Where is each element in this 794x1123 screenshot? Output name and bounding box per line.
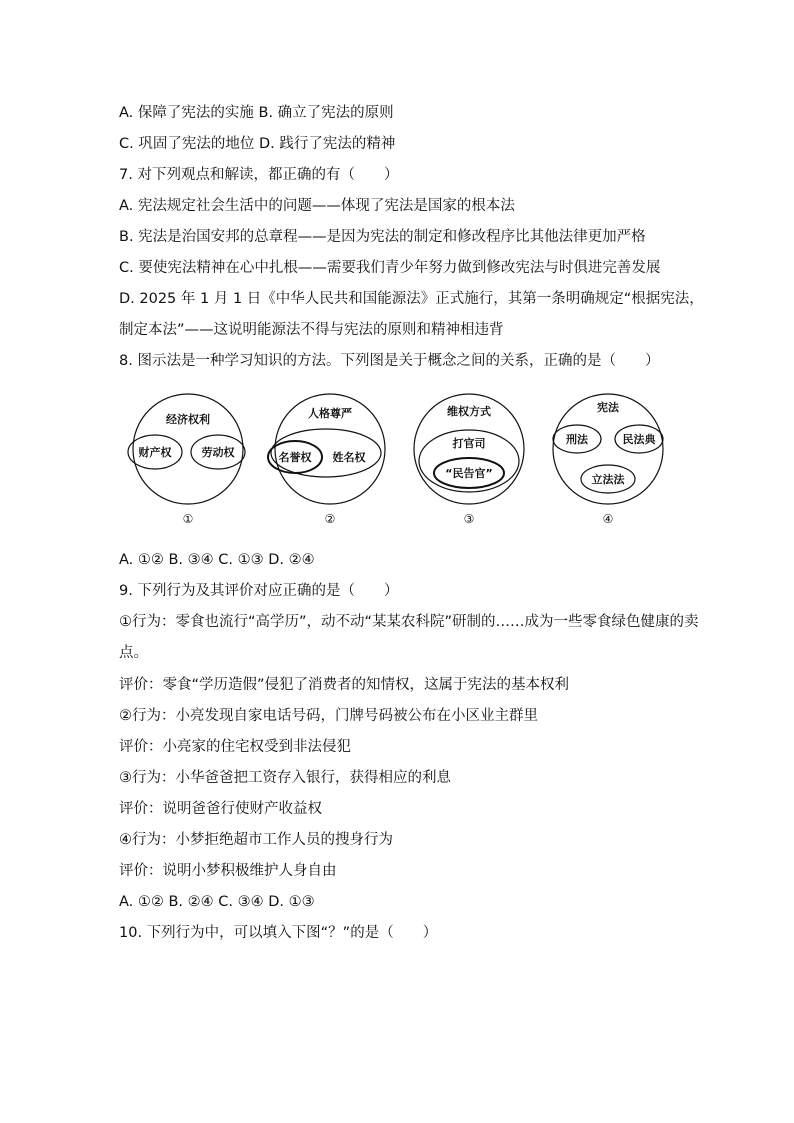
q7-option-a: A. 宪法规定社会生活中的问题——体现了宪法是国家的根本法 [119, 198, 515, 214]
diagram-3-title: 维权方式 [447, 405, 491, 418]
q9-item-3-behavior: ③行为：小华爸爸把工资存入银行，获得相应的利息 [119, 770, 451, 786]
diagram-1-label-b: 劳动权 [201, 446, 235, 459]
q7-stem: 7. 对下列观点和解读，都正确的有（ ） [119, 167, 399, 183]
q9-stem: 9. 下列行为及其评价对应正确的是（ ） [119, 583, 399, 599]
diagram-3-label-a: 打官司 [452, 437, 486, 450]
diagram-4-label-c: 立法法 [591, 473, 625, 486]
q7-option-c: C. 要使宪法精神在心中扎根——需要我们青少年努力做到修改宪法与时俱进完善发展 [119, 260, 661, 276]
diagram-4-label-b: 民法典 [622, 433, 656, 446]
diagram-3-label-b: “民告官” [445, 467, 493, 480]
diagram-4-title: 宪法 [597, 401, 619, 414]
q9-item-2-evaluation: 评价：小亮家的住宅权受到非法侵犯 [119, 739, 351, 755]
diagram-2-label-b: 姓名权 [332, 451, 366, 464]
q10-stem: 10. 下列行为中，可以填入下图“？”的是（ ） [119, 925, 438, 941]
diagram-4-label-a: 刑法 [566, 433, 588, 446]
q7-option-b: B. 宪法是治国安邦的总章程——是因为宪法的制定和修改程序比其他法律更加严格 [119, 229, 646, 245]
q9-item-4-evaluation: 评价：说明小梦积极维护人身自由 [119, 863, 337, 879]
q8-stem: 8. 图示法是一种学习知识的方法。下列图是关于概念之间的关系，正确的是（ ） [119, 353, 660, 369]
diagram-1-title: 经济权利 [166, 413, 210, 426]
q6-options-cd: C. 巩固了宪法的地位 D. 践行了宪法的精神 [119, 136, 396, 152]
q7-option-d: D. 2025 年 1 月 1 日《中华人民共和国能源法》正式施行，其第一条明确规定“根据宪法， [119, 291, 704, 307]
q9-item-3-evaluation: 评价：说明爸爸行使财产收益权 [119, 801, 322, 817]
q8-options: A. ①② B. ③④ C. ①③ D. ②④ [119, 552, 315, 568]
q9-item-1-behavior: ①行为：零食也流行“高学历”，动不动“某某农科院”研制的……成为一些零食绿色健康的卖 [119, 614, 699, 630]
q9-item-4-behavior: ④行为：小梦拒绝超市工作人员的搜身行为 [119, 832, 393, 848]
concept-diagram-4 [542, 393, 674, 526]
q9-item-2-behavior: ②行为：小亮发现自家电话号码，门牌号码被公布在小区业主群里 [119, 708, 538, 724]
concept-diagram-2 [264, 393, 396, 526]
concept-diagram-1 [122, 393, 254, 526]
diagram-3-number: ③ [463, 512, 475, 526]
diagram-2-title: 人格尊严 [308, 407, 352, 420]
q6-options-ab: A. 保障了宪法的实施 B. 确立了宪法的原则 [119, 105, 394, 121]
q9-item-1-behavior-cont: 点。 [119, 645, 148, 661]
q9-options: A. ①② B. ②④ C. ③④ D. ①③ [119, 894, 315, 910]
q9-item-1-evaluation: 评价：零食“学历造假”侵犯了消费者的知情权，这属于宪法的基本权利 [119, 677, 570, 693]
diagram-4-number: ④ [602, 512, 614, 526]
q7-option-d-cont: 制定本法”——这说明能源法不得与宪法的原则和精神相违背 [119, 322, 504, 338]
diagram-2-label-a: 名誉权 [278, 451, 312, 464]
concept-diagram-3 [403, 393, 535, 526]
diagram-1-number: ① [182, 512, 194, 526]
diagram-1-label-a: 财产权 [138, 446, 172, 459]
diagram-2-number: ② [324, 512, 336, 526]
